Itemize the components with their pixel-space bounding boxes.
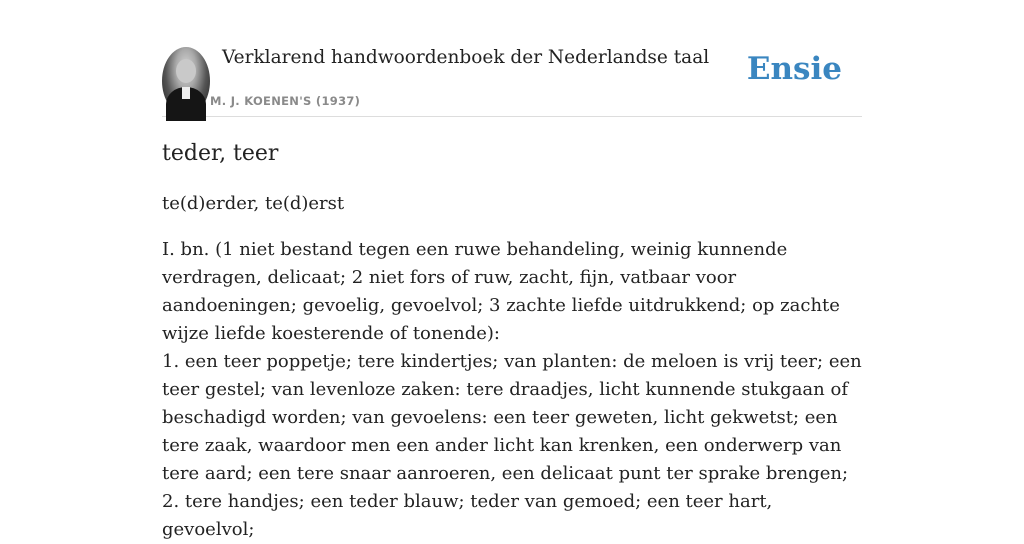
inflected-forms: te(d)erder, te(d)erst: [162, 193, 345, 214]
definition-line: 1. een teer poppetje; tere kindertjes; van planten: de meloen is vrij teer; een teer gestel; van levenloze zaken: tere draadjes, licht kunnende stukgaan of beschadigd worden; van gevoelens: een teer geweten, licht gekwetst; een tere zaak, waardoor men een ander licht kan krenken, een onderwerp van tere aard; een tere snaar aanroeren, een delicaat punt ter sprake brengen;: [162, 351, 862, 484]
site-header: [162, 44, 862, 117]
portrait-collar: [182, 87, 190, 99]
brand-logo[interactable]: Ensie: [746, 51, 842, 87]
definition: [162, 236, 862, 544]
definition-line: I. bn. (1 niet bestand tegen een ruwe behandeling, weinig kunnende verdragen, delicaat; 2 niet fors of ruw, zacht, fijn, vatbaar voor aandoeningen; gevoelig, gevoelvol; 3 zachte liefde uitdrukkend; op zachte wijze liefde koesterende of tonende):: [162, 239, 840, 344]
author-portrait: [162, 47, 210, 115]
portrait-face: [176, 59, 196, 83]
definition-line: 2. tere handjes; een teder blauw; teder van gemoed; een teer hart, gevoelvol;: [162, 491, 773, 540]
author-label: M. J. KOENEN'S (1937): [210, 94, 361, 108]
book-title[interactable]: Verklarend handwoordenboek der Nederlandse taal: [222, 47, 710, 68]
entry-content: [162, 138, 862, 544]
headword: teder, teer: [162, 141, 279, 166]
